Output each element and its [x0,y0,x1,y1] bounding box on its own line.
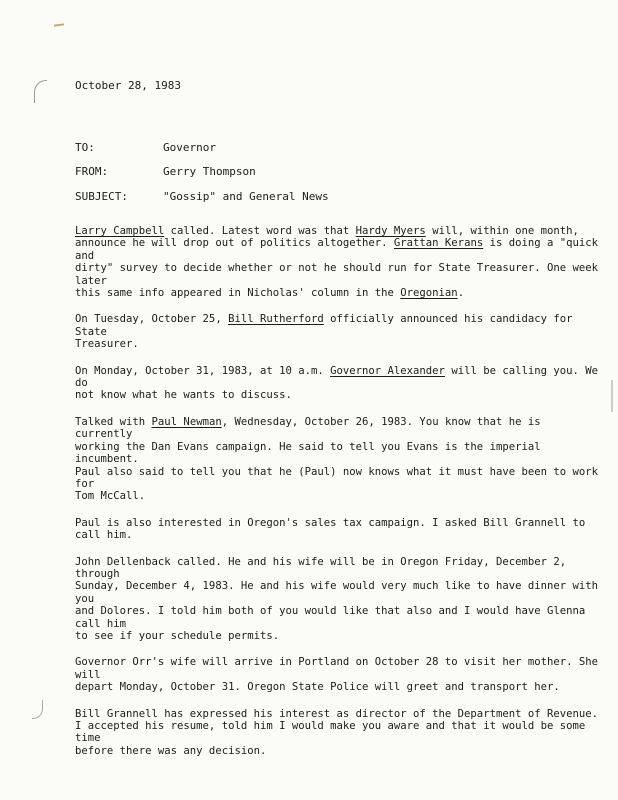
underlined-name: Bill Rutherford [228,313,324,326]
memo-paragraph [75,556,599,643]
paragraph-text: . [457,287,465,300]
paragraph-text: officially announced his candidacy for State Treasurer. [75,313,573,351]
memo-paragraph [75,708,599,758]
paragraph-text: Governor Orr's wife will arrive in Portland on October 28 to visit her mother. She will depart Monday, October 31. Oregon State Police will greet and transport her. [75,656,598,694]
paragraph-text: will be calling you. We do not know what he wants to discuss. [75,364,599,402]
memo-paragraph [75,365,599,402]
paragraph-text: , Wednesday, October 26, 1983. You know that he is currently working the Dan Evans campaign. He said to tell you Evans is the imperial incumbent. Paul also said to tell you that he (Paul) now knows what it must have been to work for Tom McCall. [75,415,598,503]
hole-punch-mark [34,80,47,103]
stray-mark [54,23,64,26]
from-value: Gerry Thompson [163,165,256,178]
paragraph-text: Talked with [75,415,152,428]
memo-paragraph [75,313,599,350]
underlined-name: Governor Alexander [330,364,445,377]
underlined-name: Paul Newman [151,415,222,428]
paragraph-text: On Tuesday, October 25, [75,313,229,326]
hole-punch-mark [32,700,43,719]
paragraph-text: John Dellenback called. He and his wife will be in Oregon Friday, December 2, through Sunday, December 4, 1983. He and his wife would very much like to have dinner with you and Dolores. I told him both of you would like that also and I would have Glenna call him to see if your schedule permits. [75,555,598,642]
paragraph-text: is doing a "quick and dirty" survey to decide whether or not he should run for State Treasurer. One week later this same info appeared in Nicholas' column in the [75,237,599,300]
memo-paragraph [75,656,599,693]
paragraph-text: Paul is also interested in Oregon's sales tax campaign. I asked Bill Grannell to call him. [75,516,586,542]
memo-date: October 28, 1983 [75,79,181,92]
subject-value: "Gossip" and General News [163,190,329,203]
underlined-name: Grattan Kerans [393,237,484,250]
edge-mark [611,380,613,412]
to-value: Governor [163,141,216,154]
underlined-name: Oregonian [400,287,458,300]
paragraph-text: Bill Grannell has expressed his interest as director of the Department of Revenue. I accepted his resume, told him I would make you aware and that it would be some time before there was any decision. [75,707,598,757]
paragraph-text: called. Latest word was that [164,225,356,237]
memo-body [75,225,599,771]
underlined-name: Hardy Myers [355,225,426,237]
memo-paragraph [75,416,599,503]
subject-label: SUBJECT: [75,190,128,203]
to-label: TO: [75,141,95,154]
memo-paragraph [75,517,599,542]
underlined-name: Larry Campbell [75,225,165,237]
paragraph-text: On Monday, October 31, 1983, at 10 a.m. [75,364,331,377]
memo-paragraph [75,225,599,299]
paragraph-text: will, within one month, announce he will drop out of politics altogether. [75,225,579,250]
from-label: FROM: [75,165,109,178]
